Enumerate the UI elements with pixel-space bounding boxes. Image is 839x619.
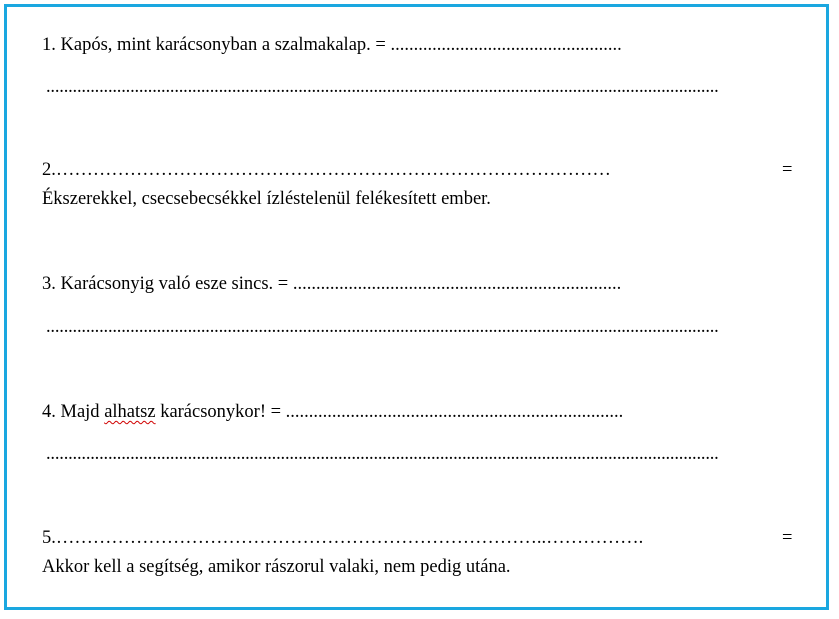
item-2-number: 2. [42,160,56,180]
item-3-answer-line: ........................................................................................................................................................ [46,317,719,337]
item-2-definition: Ékszerekkel, csecsebecsékkel ízléstelenül felékesített ember. [42,189,491,209]
item-5-blank-line [42,527,643,549]
item-4-text-end: karácsonykor! = ......................................................................... [155,402,624,422]
item-5-equals: = [782,528,793,548]
item-4-text-start: 4. Majd [42,402,105,422]
item-1-question: 1. Kapós, mint karácsonyban a szalmakalap. = .................................................. [42,35,622,55]
item-2-equals: = [782,160,793,180]
item-2-blank-line [42,159,611,181]
item-4-misspelled-word: alhatsz [104,402,156,422]
item-1-answer-line: ........................................................................................................................................................ [46,77,719,97]
item-2-dots: ……………………………………………………………………………… [55,160,611,180]
item-5-dots: ……………………………………………………………………..……………. [55,528,644,548]
item-5-definition: Akkor kell a segítség, amikor rászorul valaki, nem pedig utána. [42,557,511,577]
item-5-number: 5. [42,528,56,548]
item-4-answer-line: ........................................................................................................................................................ [46,444,719,464]
item-4-question [42,401,623,423]
item-3-question: 3. Karácsonyig való esze sincs. = ....................................................................... [42,274,622,294]
